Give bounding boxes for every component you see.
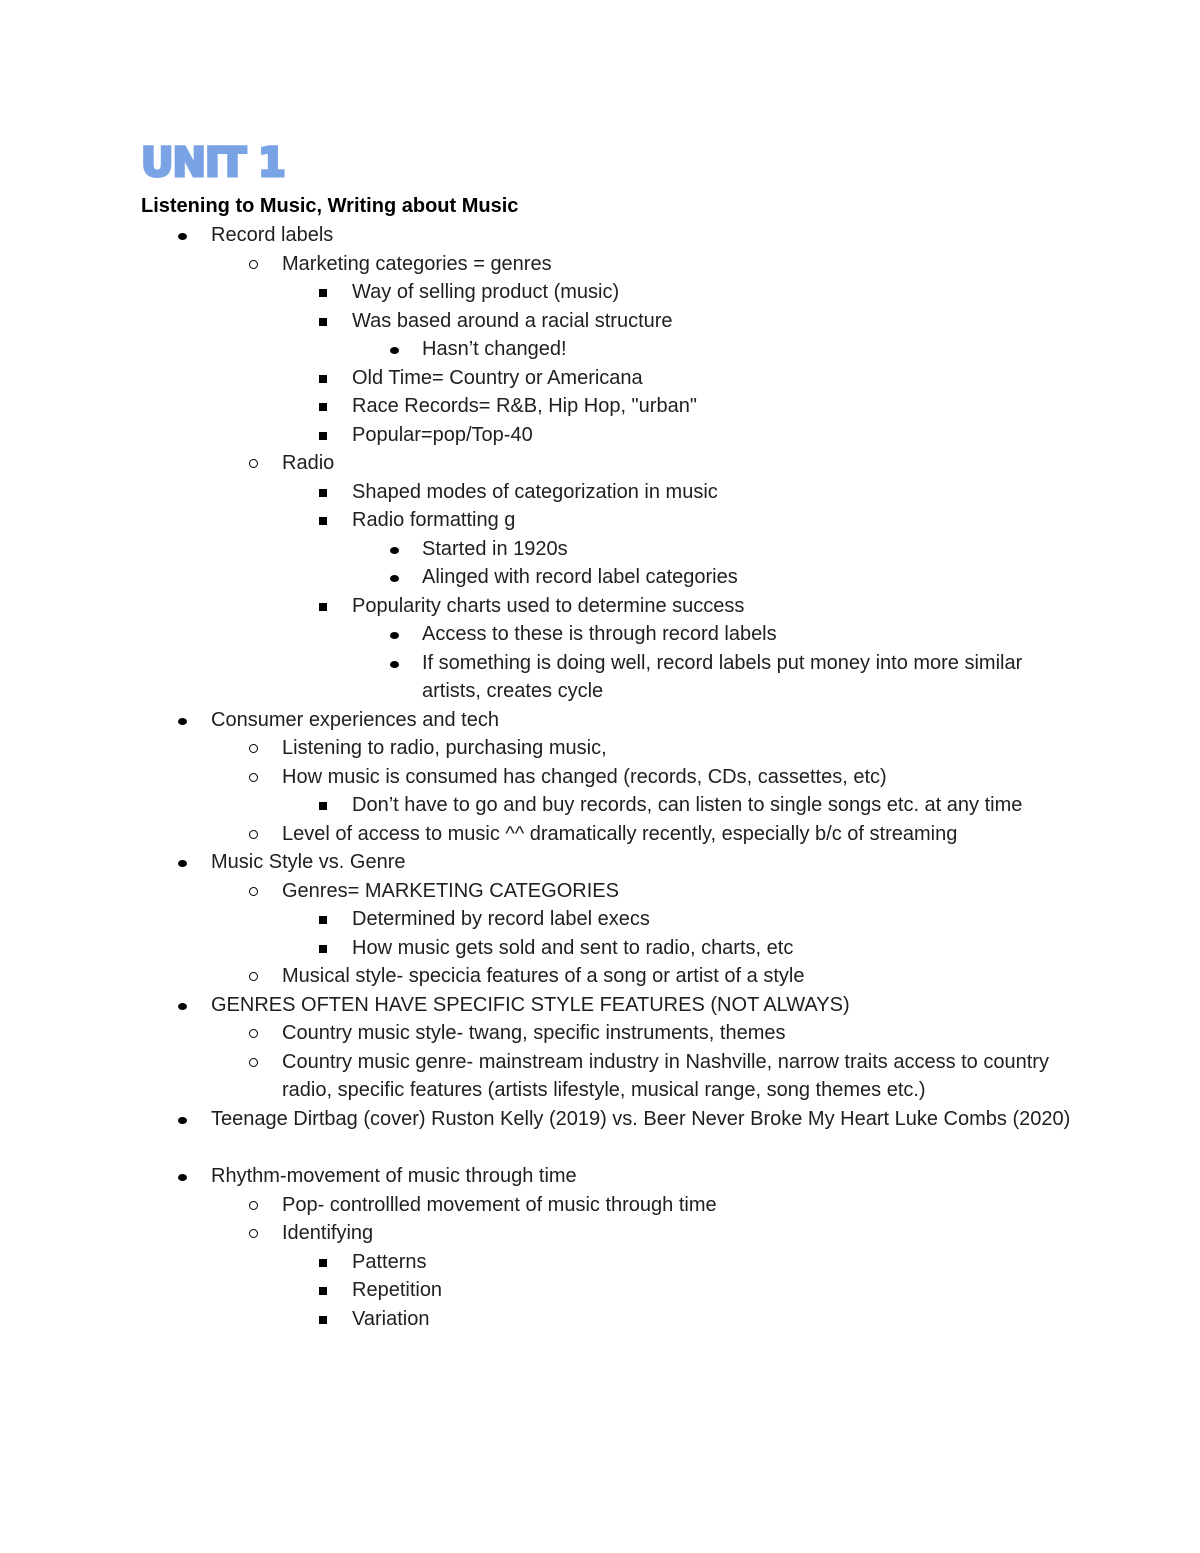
- list-item-text: Started in 1920s: [422, 537, 568, 560]
- list-item-text: Determined by record label execs: [352, 908, 650, 930]
- list-item: [0, 905, 1200, 934]
- square-bullet-icon: [319, 802, 327, 810]
- list-item-text: Access to these is through record labels: [422, 623, 777, 645]
- hollow-circle-bullet-icon: [249, 744, 258, 753]
- list-item-text: Country music genre- mainstream industry in Nashville, narrow traits access to country radio, specific features (artists lifestyle, musical range, song themes etc.): [282, 1050, 1049, 1101]
- list-item: [0, 934, 1200, 963]
- list-item-text: Radio formatting g: [352, 509, 516, 531]
- list-item: [0, 1276, 1200, 1305]
- square-bullet-icon: [319, 489, 327, 497]
- list-item: [0, 307, 1200, 336]
- list-item-text: Don’t have to go and buy records, can listen to single songs etc. at any time: [352, 794, 1023, 816]
- hollow-circle-bullet-icon: [249, 260, 258, 269]
- hollow-circle-bullet-icon: [249, 773, 258, 782]
- list-item: [0, 1219, 1200, 1248]
- filled-circle-bullet-icon: [390, 347, 399, 354]
- list-item: [0, 478, 1200, 507]
- filled-circle-bullet-icon: [178, 718, 187, 725]
- list-item-text: Consumer experiences and tech: [211, 708, 499, 731]
- filled-circle-bullet-icon: [390, 575, 399, 582]
- list-item-text: Pop- controllled movement of music through time: [282, 1193, 717, 1216]
- list-item: [0, 1162, 1200, 1191]
- list-item-text: Old Time= Country or Americana: [352, 366, 643, 389]
- list-item-text: Alinged with record label categories: [422, 566, 738, 588]
- list-item: [0, 364, 1200, 393]
- list-item: [0, 991, 1200, 1020]
- list-item-text: Hasn’t changed!: [422, 338, 567, 360]
- list-item-text: Variation: [352, 1307, 430, 1330]
- filled-circle-bullet-icon: [390, 661, 399, 668]
- square-bullet-icon: [319, 1287, 327, 1295]
- list-item: [0, 1191, 1200, 1220]
- list-item-text: Level of access to music ^^ dramatically recently, especially b/c of streaming: [282, 822, 958, 845]
- square-bullet-icon: [319, 403, 327, 411]
- list-item-text: Way of selling product (music): [352, 281, 620, 303]
- square-bullet-icon: [319, 603, 327, 611]
- hollow-circle-bullet-icon: [249, 1058, 258, 1067]
- hollow-circle-bullet-icon: [249, 1201, 258, 1210]
- hollow-circle-bullet-icon: [249, 1229, 258, 1238]
- notes-outline: [0, 221, 1200, 1333]
- list-item: [0, 734, 1200, 763]
- list-item-text: How music gets sold and sent to radio, charts, etc: [352, 936, 794, 959]
- list-item: [0, 1305, 1200, 1334]
- square-bullet-icon: [319, 916, 327, 924]
- list-item-text: Musical style- specicia features of a song or artist of a style: [282, 965, 805, 987]
- list-item: [0, 592, 1200, 621]
- square-bullet-icon: [319, 945, 327, 953]
- list-item-text: If something is doing well, record labels put money into more similar artists, creates cycle: [422, 651, 1023, 702]
- list-item-text: Race Records= R&B, Hip Hop, "urban": [352, 395, 697, 417]
- list-item: [0, 620, 1200, 649]
- list-item: [0, 449, 1200, 478]
- list-item: [0, 1019, 1200, 1048]
- list-item-text: Marketing categories = genres: [282, 252, 552, 275]
- hollow-circle-bullet-icon: [249, 1029, 258, 1038]
- list-item: [0, 877, 1200, 906]
- list-item: [0, 535, 1200, 564]
- filled-circle-bullet-icon: [390, 547, 399, 554]
- list-item: [0, 820, 1200, 849]
- list-item: [0, 962, 1200, 991]
- list-item-text: Identifying: [282, 1222, 374, 1244]
- square-bullet-icon: [319, 432, 327, 440]
- list-item-text: Country music style- twang, specific instruments, themes: [282, 1022, 786, 1044]
- list-item-text: Radio: [282, 452, 335, 474]
- unit-heading: UNIT 1: [141, 140, 285, 186]
- square-bullet-icon: [319, 517, 327, 525]
- filled-circle-bullet-icon: [390, 632, 399, 639]
- list-item: [0, 706, 1200, 735]
- list-item: [0, 763, 1200, 792]
- list-item-text: Popular=pop/Top-40: [352, 423, 533, 446]
- list-item: [0, 1048, 1200, 1105]
- filled-circle-bullet-icon: [178, 860, 187, 867]
- section-title: Listening to Music, Writing about Music: [141, 195, 519, 217]
- list-item: [0, 250, 1200, 279]
- list-item-text: Music Style vs. Genre: [211, 851, 406, 873]
- list-item-text: Listening to radio, purchasing music,: [282, 737, 607, 759]
- list-item-text: Was based around a racial structure: [352, 309, 673, 332]
- list-item: [0, 649, 1200, 706]
- list-item: [0, 392, 1200, 421]
- list-item: [0, 421, 1200, 450]
- square-bullet-icon: [319, 289, 327, 297]
- list-item-text: Rhythm-movement of music through time: [211, 1165, 577, 1187]
- list-item-text: Record labels: [211, 224, 334, 246]
- list-item: [0, 1105, 1200, 1134]
- filled-circle-bullet-icon: [178, 233, 187, 240]
- filled-circle-bullet-icon: [178, 1117, 187, 1124]
- filled-circle-bullet-icon: [178, 1174, 187, 1181]
- filled-circle-bullet-icon: [178, 1003, 187, 1010]
- list-item-text: Genres= MARKETING CATEGORIES: [282, 879, 619, 902]
- hollow-circle-bullet-icon: [249, 887, 258, 896]
- list-item: [0, 1248, 1200, 1277]
- list-item-text: Popularity charts used to determine success: [352, 594, 745, 617]
- list-item: [0, 335, 1200, 364]
- square-bullet-icon: [319, 375, 327, 383]
- square-bullet-icon: [319, 1316, 327, 1324]
- list-item: [0, 791, 1200, 820]
- list-item-text: Patterns: [352, 1250, 427, 1273]
- hollow-circle-bullet-icon: [249, 459, 258, 468]
- square-bullet-icon: [319, 1259, 327, 1267]
- list-item-text: Repetition: [352, 1279, 443, 1301]
- list-item: [0, 563, 1200, 592]
- hollow-circle-bullet-icon: [249, 972, 258, 981]
- list-item-text: Teenage Dirtbag (cover) Ruston Kelly (2019) vs. Beer Never Broke My Heart Luke Combs (2020): [211, 1107, 1071, 1130]
- list-item-text: Shaped modes of categorization in music: [352, 480, 718, 503]
- hollow-circle-bullet-icon: [249, 830, 258, 839]
- blank-line: [0, 1133, 1200, 1162]
- list-item: [0, 278, 1200, 307]
- square-bullet-icon: [319, 318, 327, 326]
- list-item-text: How music is consumed has changed (records, CDs, cassettes, etc): [282, 765, 887, 788]
- list-item: [0, 221, 1200, 250]
- list-item-text: GENRES OFTEN HAVE SPECIFIC STYLE FEATURES (NOT ALWAYS): [211, 993, 850, 1016]
- list-item: [0, 848, 1200, 877]
- list-item: [0, 506, 1200, 535]
